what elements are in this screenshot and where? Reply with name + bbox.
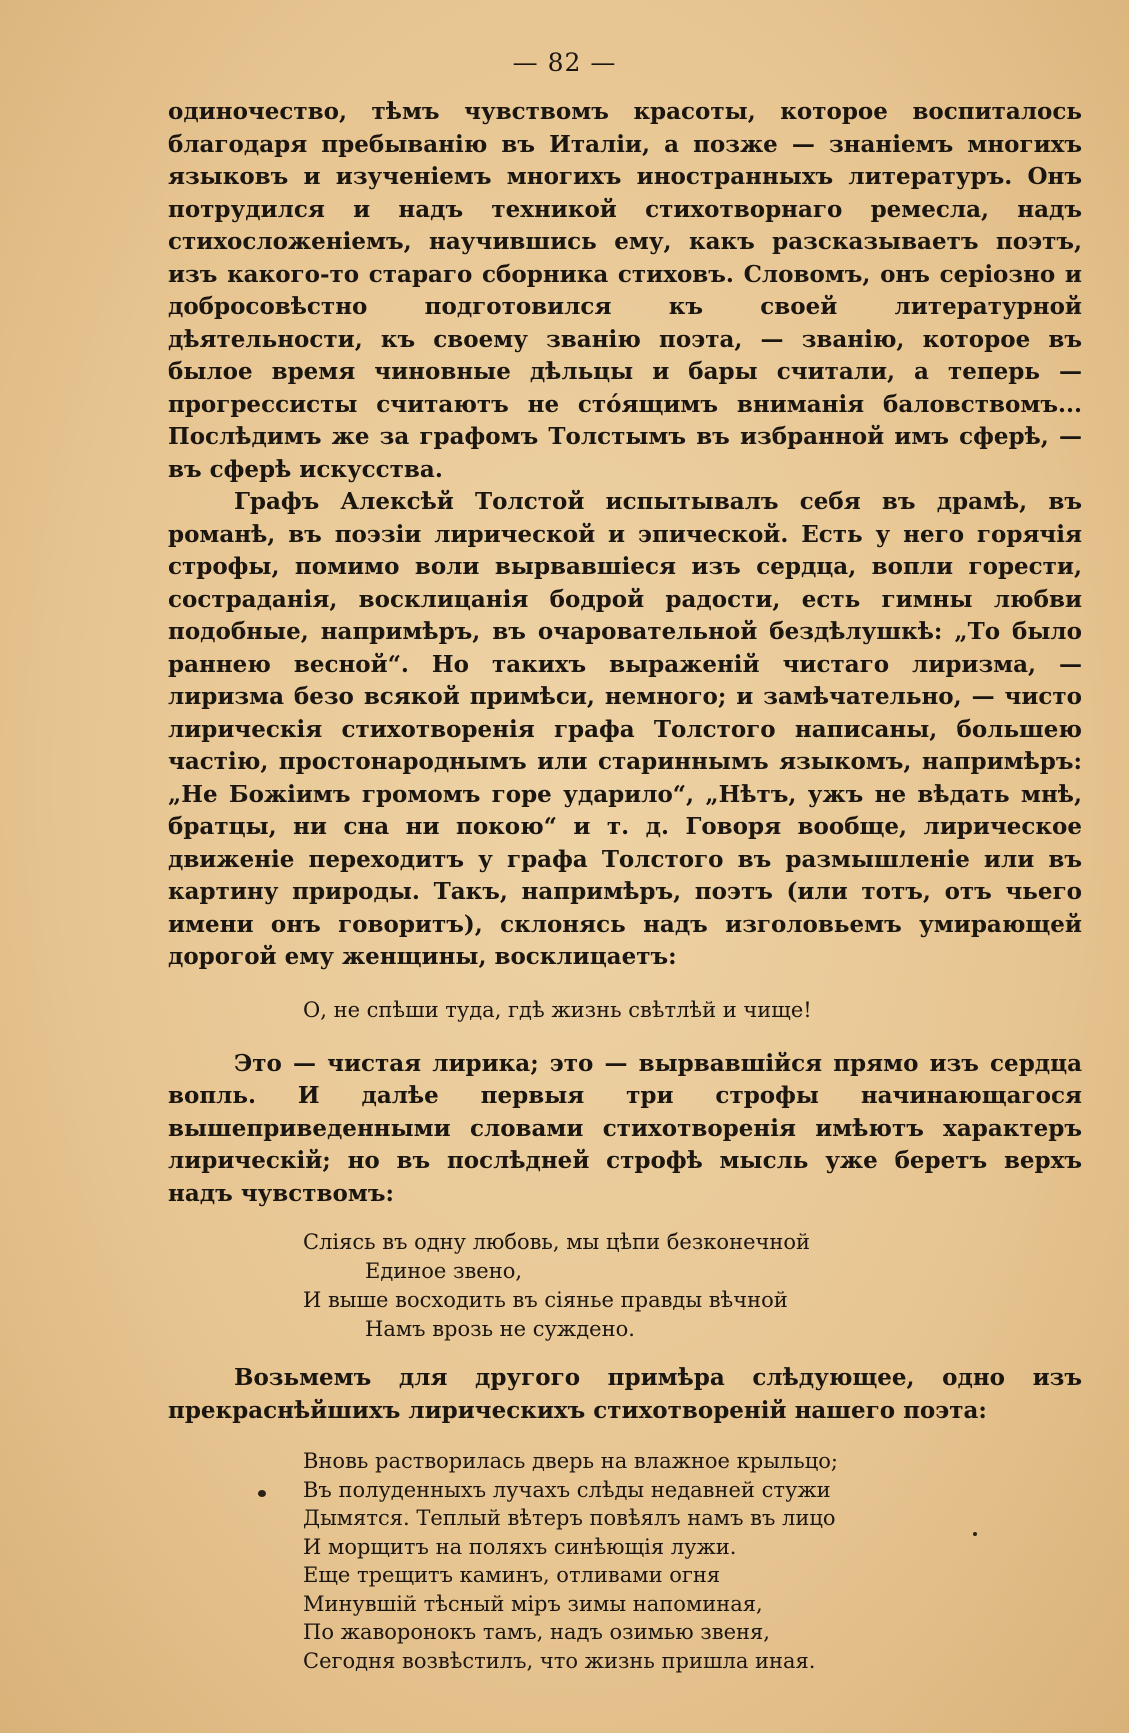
poem-stanza-2 (303, 1447, 1082, 1675)
poem-line: И выше восходить въ сіянье правды вѣчной (303, 1288, 788, 1312)
poem-line: Сегодня возвѣстилъ, что жизнь пришла иная. (303, 1648, 816, 1673)
poem-stanza-1 (303, 1228, 1082, 1344)
ink-speck (258, 1490, 266, 1497)
poem-line: Сліясь въ одну любовь, мы цѣпи безконечной (303, 1230, 811, 1254)
poem-line: Дымятся. Теплый вѣтеръ повѣялъ намъ въ лицо (303, 1506, 836, 1530)
poem-line: Еще трещитъ каминъ, отливами огня (303, 1563, 721, 1587)
page-number: — 82 — (512, 48, 617, 77)
poem-line: По жаворонокъ тамъ, надъ озимью звеня, (303, 1620, 770, 1644)
paragraph-2: Графъ Алексѣй Толстой испытывалъ себя въ драмѣ, въ романѣ, въ поэзіи лирической и эпической. Есть у него горячія строфы, помимо воли вырвавшіеся изъ сердца, вопли горести, состраданія, восклицанія бодрой радости, есть гимны любви подобные, напримѣръ, въ очаровательной бездѣлушкѣ: „То было раннею весной“. Но такихъ выраженій чистаго лиризма, — лиризма безо всякой примѣси, немного; и замѣчательно, — чисто лирическія стихотворенія графа Толстого написаны, большею частію, простонароднымъ или стариннымъ языкомъ, напримѣръ: „Не Божіимъ громомъ горе ударило“, „Нѣтъ, ужъ не вѣдать мнѣ, братцы, ни сна ни покою“ и т. д. Говоря вообще, лирическое движеніе переходитъ у графа Толстого въ размышленіе или въ картину природы. Такъ, напримѣръ, поэтъ (или тотъ, отъ чьего имени онъ говоритъ), склонясь надъ изголовьемъ умирающей дорогой ему женщины, восклицаетъ: (168, 488, 1082, 970)
quoted-verse-line: О, не спѣши туда, гдѣ жизнь свѣтлѣй и чище! (303, 997, 812, 1022)
page-body (168, 96, 1082, 1675)
poem-line: И морщитъ на поляхъ синѣющія лужи. (303, 1534, 737, 1559)
poem-line: Въ полуденныхъ лучахъ слѣды недавней стужи (303, 1477, 831, 1502)
ink-speck (973, 1532, 977, 1536)
poem-line: Минувшій тѣсный міръ зимы напоминая, (303, 1591, 763, 1616)
poem-line: Намъ врозь не суждено. (365, 1317, 635, 1341)
paragraph-4: Возьмемъ для другого примѣра слѣдующее, одно изъ прекраснѣйшихъ лирическихъ стихотвореній нашего поэта: (168, 1364, 1082, 1424)
poem-line: Единое звено, (365, 1259, 523, 1283)
paragraph-1: одиночество, тѣмъ чувствомъ красоты, которое воспиталось благодаря пребыванію въ Италіи, а позже — знаніемъ многихъ языковъ и изученіемъ многихъ иностранныхъ литературъ. Онъ потрудился и надъ техникой стихотворнаго ремесла, надъ стихосложеніемъ, научившись ему, какъ разсказываетъ поэтъ, изъ какого-то стараго сборника стиховъ. Словомъ, онъ серіозно и добросовѣстно подготовился къ своей литературной дѣятельности, къ своему званію поэта, — званію, которое въ былое время чиновные дѣльцы и бары считали, а теперь — прогрессисты считаютъ не стóящимъ вниманія баловствомъ... Послѣдимъ же за графомъ Толстымъ въ избранной имъ сферѣ, — въ сферѣ искусства. (168, 98, 1082, 483)
poem-line: Вновь растворилась дверь на влажное крыльцо; (303, 1449, 838, 1473)
paragraph-3: Это — чистая лирика; это — вырвавшійся прямо изъ сердца вопль. И далѣе первыя три строфы начинающагося вышеприведенными словами стихотворенія имѣютъ характеръ лирическій; но въ послѣдней строфѣ мысль уже беретъ верхъ надъ чувствомъ: (168, 1049, 1082, 1207)
